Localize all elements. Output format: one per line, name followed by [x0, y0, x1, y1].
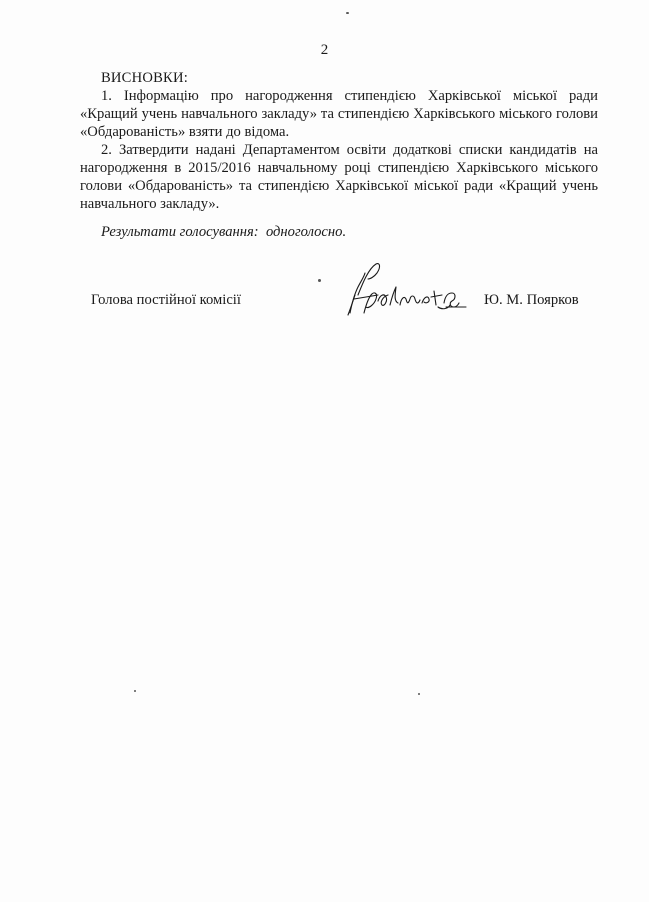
signatory-name: Ю. М. Поярков — [484, 292, 579, 308]
handwritten-signature — [338, 255, 478, 325]
voting-results — [101, 224, 346, 241]
voting-label: Результати голосування: — [101, 224, 259, 240]
conclusions-heading: ВИСНОВКИ: — [101, 70, 188, 86]
scan-speck — [134, 690, 136, 692]
conclusions-section — [80, 69, 598, 213]
scan-speck — [418, 693, 420, 695]
voting-result: одноголосно. — [265, 224, 347, 240]
signatory-title: Голова постійної комісії — [91, 292, 241, 308]
scan-speck — [318, 279, 321, 282]
conclusion-item-2: 2. Затвердити надані Департаментом освіти додаткові списки кандидатів на нагородження в 2015/2016 навчальному році стипендією Харківського міського голови «Обдарованість» та стипендією Харківської міської ради «Кращий учень навчального закладу». — [80, 142, 598, 212]
scan-speck — [346, 12, 349, 14]
conclusion-item-1: 1. Інформацію про нагородження стипендією Харківської міської ради «Кращий учень навчального закладу» та стипендією Харківського міського голови «Обдарованість» взяти до відома. — [80, 88, 598, 140]
page-number: 2 — [320, 42, 329, 58]
